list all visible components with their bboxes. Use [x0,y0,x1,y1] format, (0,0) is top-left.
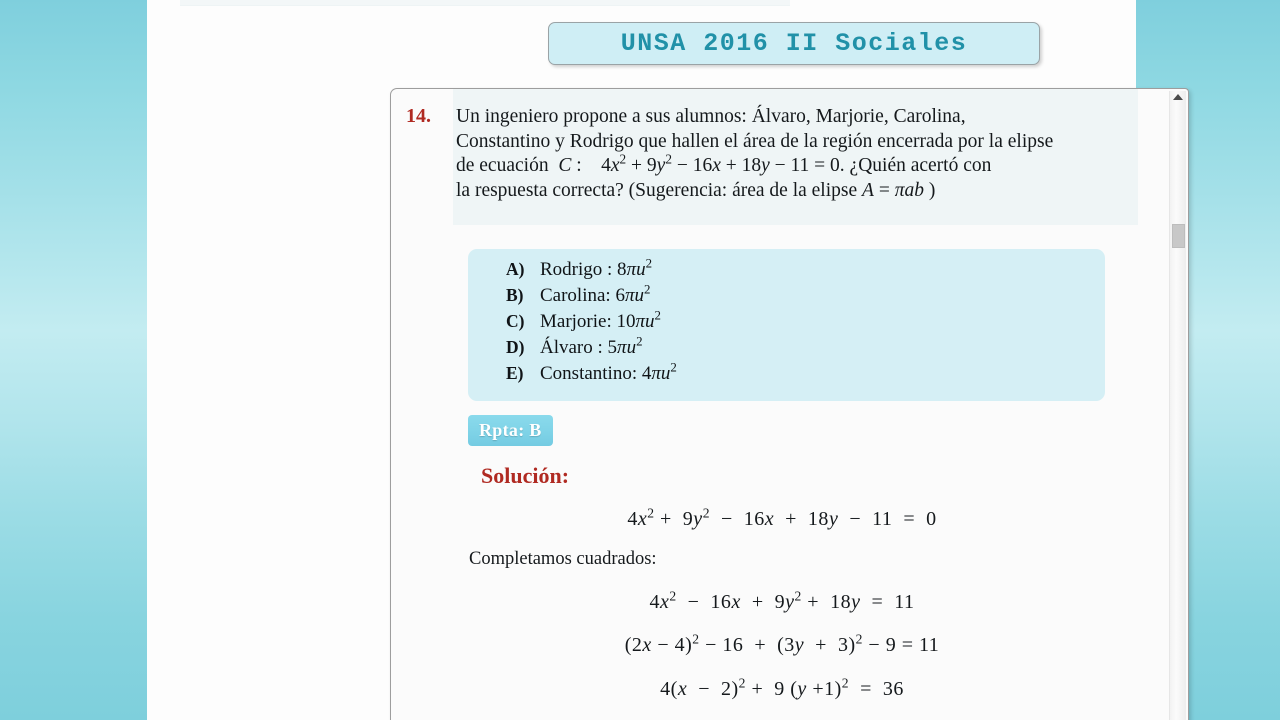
option-d-text: Álvaro : $5\pi u^2$ [540,333,643,358]
option-b-letter: B) [506,285,524,305]
decorative-left-band [0,0,147,720]
solution-equation-3: $(2x - 4)^2 - 16 + (3y + 3)^2 - 9 = 11$ [624,631,940,656]
question-number: 14. [406,105,431,127]
solution-heading: Solución: [481,463,570,488]
option-a-letter: A) [506,259,525,279]
option-c[interactable] [468,307,1105,337]
top-edge-artifact [180,0,790,6]
scroll-up-arrow-icon[interactable] [1173,94,1183,100]
option-a[interactable] [468,249,1105,285]
option-e[interactable] [468,359,1105,389]
vertical-scrollbar[interactable] [1169,91,1186,720]
option-d-letter: D) [506,337,525,357]
option-c-text: Marjorie: $10\pi u^2$ [540,307,661,332]
option-b[interactable] [468,281,1105,311]
option-e-text: Constantino: $4\pi u^2$ [540,359,677,384]
question-line-1: Un ingeniero propone a sus alumnos: Álvaro, Marjorie, Carolina, [456,106,966,127]
exam-title-box [548,22,1040,65]
options-box [468,249,1105,401]
question-block [391,89,1173,225]
answer-badge: Rpta: B [468,415,553,446]
question-line-2: Constantino y Rodrigo que hallen el área de la región encerrada por la elipse [456,130,1054,152]
option-e-letter: E) [506,363,524,383]
solution-equation-1: $4x^2 + 9y^2 - 16x + 18y - 11 = 0$ [627,505,937,530]
option-d[interactable] [468,333,1105,363]
option-c-letter: C) [506,311,525,331]
solution-equation-4: $4(x - 2)^2 + 9$ $(y +1)^2 = 36$ [660,675,904,700]
option-b-text: Carolina: $6\pi u^2$ [540,281,651,306]
scrollbar-thumb[interactable] [1172,224,1185,248]
slide-canvas [147,0,1136,720]
solution-equation-2: $4x^2 - 16x + 9y^2 + 18y = 11$ [649,588,915,613]
option-a-text: Rodrigo : $8\pi u^2$ [540,255,653,280]
question-line-3: de ecuación C : $4x^2 + 9y^2 - 16x + 18y - 11 = 0$. ¿Quién acertó con [456,151,992,176]
exam-title-text: UNSA 2016 II Sociales [620,29,968,58]
solution-step-label: Completamos cuadrados: [469,549,657,569]
question-statement [453,89,1138,225]
question-panel [390,88,1189,720]
question-line-4: la respuesta correcta? (Sugerencia: área de la elipse A = πab ) [456,179,936,201]
